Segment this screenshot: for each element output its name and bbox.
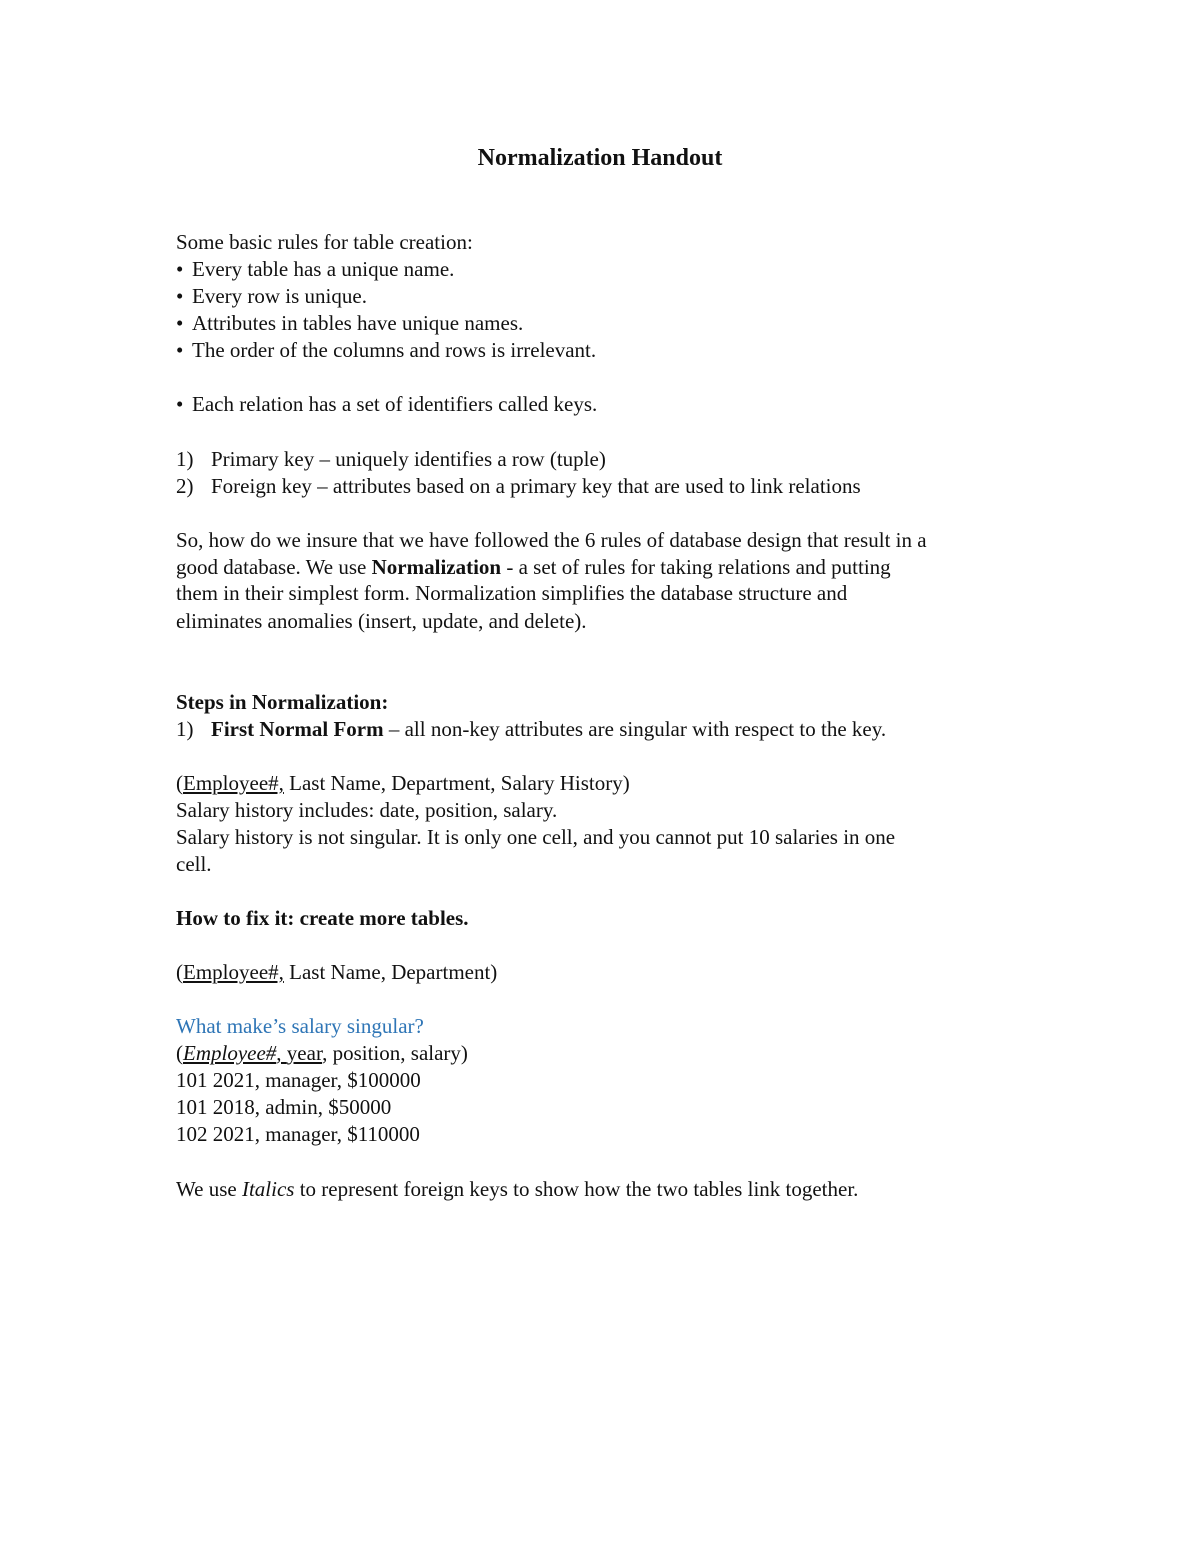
rule-item bbox=[176, 337, 596, 364]
relation-attrs: Last Name, Department) bbox=[283, 960, 498, 984]
rule-text: Each relation has a set of identifiers called keys. bbox=[192, 392, 598, 416]
example-text: Salary history includes: date, position, salary. bbox=[176, 798, 558, 822]
rules-intro: Some basic rules for table creation: bbox=[176, 230, 473, 254]
salary-question: What make’s salary singular? bbox=[176, 1014, 424, 1038]
rule-text: Every row is unique. bbox=[192, 284, 367, 308]
normalization-para-line bbox=[176, 554, 891, 581]
list-number: 2) bbox=[176, 474, 194, 498]
fix-heading: How to fix it: create more tables. bbox=[176, 906, 469, 930]
key-item-primary bbox=[176, 446, 606, 473]
note-text: We use bbox=[176, 1177, 242, 1201]
note-text: to represent foreign keys to show how the two tables link together. bbox=[294, 1177, 859, 1201]
key-separator: , bbox=[276, 1041, 287, 1065]
step-text: – all non-key attributes are singular with respect to the key. bbox=[383, 717, 887, 741]
bullet-icon: • bbox=[176, 392, 184, 416]
para-text: - a set of rules for taking relations and putting bbox=[501, 555, 891, 579]
rule-item bbox=[176, 283, 367, 310]
para-text: good database. We use bbox=[176, 555, 372, 579]
rule-item bbox=[176, 391, 597, 418]
salary-row: 101 2021, manager, $100000 bbox=[176, 1068, 421, 1092]
italics-term: Italics bbox=[241, 1177, 295, 1201]
normalization-para-line: them in their simplest form. Normalization simplifies the database structure and bbox=[176, 581, 848, 605]
primary-key: Employee#, bbox=[183, 960, 284, 984]
step-term: First Normal Form bbox=[211, 717, 384, 741]
rule-text: The order of the columns and rows is irrelevant. bbox=[192, 338, 597, 362]
rule-item bbox=[176, 256, 454, 283]
paren: ( bbox=[176, 1041, 183, 1065]
rule-text: Attributes in tables have unique names. bbox=[192, 311, 524, 335]
example-relation bbox=[176, 770, 630, 797]
normalization-para-line: So, how do we insure that we have followed the 6 rules of database design that result in a bbox=[176, 528, 927, 552]
key-text: Foreign key – attributes based on a primary key that are used to link relations bbox=[211, 474, 861, 498]
key-text: Primary key – uniquely identifies a row (tuple) bbox=[211, 447, 606, 471]
foreign-key: Employee# bbox=[183, 1041, 277, 1065]
salary-row: 102 2021, manager, $110000 bbox=[176, 1122, 420, 1146]
paren: ( bbox=[176, 960, 183, 984]
paren: ( bbox=[176, 771, 183, 795]
bullet-icon: • bbox=[176, 311, 184, 335]
salary-row: 101 2018, admin, $50000 bbox=[176, 1095, 392, 1119]
normalization-para-line: eliminates anomalies (insert, update, and delete). bbox=[176, 609, 587, 633]
rule-item bbox=[176, 310, 523, 337]
bullet-icon: • bbox=[176, 338, 184, 362]
italics-note bbox=[176, 1176, 858, 1203]
steps-heading: Steps in Normalization: bbox=[176, 690, 389, 714]
bullet-icon: • bbox=[176, 284, 184, 308]
example-text: Salary history is not singular. It is only one cell, and you cannot put 10 salaries in one bbox=[176, 825, 896, 849]
relation-attrs: , position, salary) bbox=[322, 1041, 468, 1065]
primary-key: year bbox=[286, 1041, 323, 1065]
fixed-relation bbox=[176, 959, 497, 986]
step-item-first-normal-form bbox=[176, 716, 886, 743]
document-title: Normalization Handout bbox=[477, 145, 723, 171]
rule-text: Every table has a unique name. bbox=[192, 257, 455, 281]
relation-attrs: Last Name, Department, Salary History) bbox=[283, 771, 630, 795]
normalization-term: Normalization bbox=[371, 555, 502, 579]
salary-relation bbox=[176, 1040, 468, 1067]
list-number: 1) bbox=[176, 447, 194, 471]
list-number: 1) bbox=[176, 717, 194, 741]
example-text: cell. bbox=[176, 852, 212, 876]
key-item-foreign bbox=[176, 473, 861, 500]
primary-key: Employee#, bbox=[183, 771, 284, 795]
bullet-icon: • bbox=[176, 257, 184, 281]
